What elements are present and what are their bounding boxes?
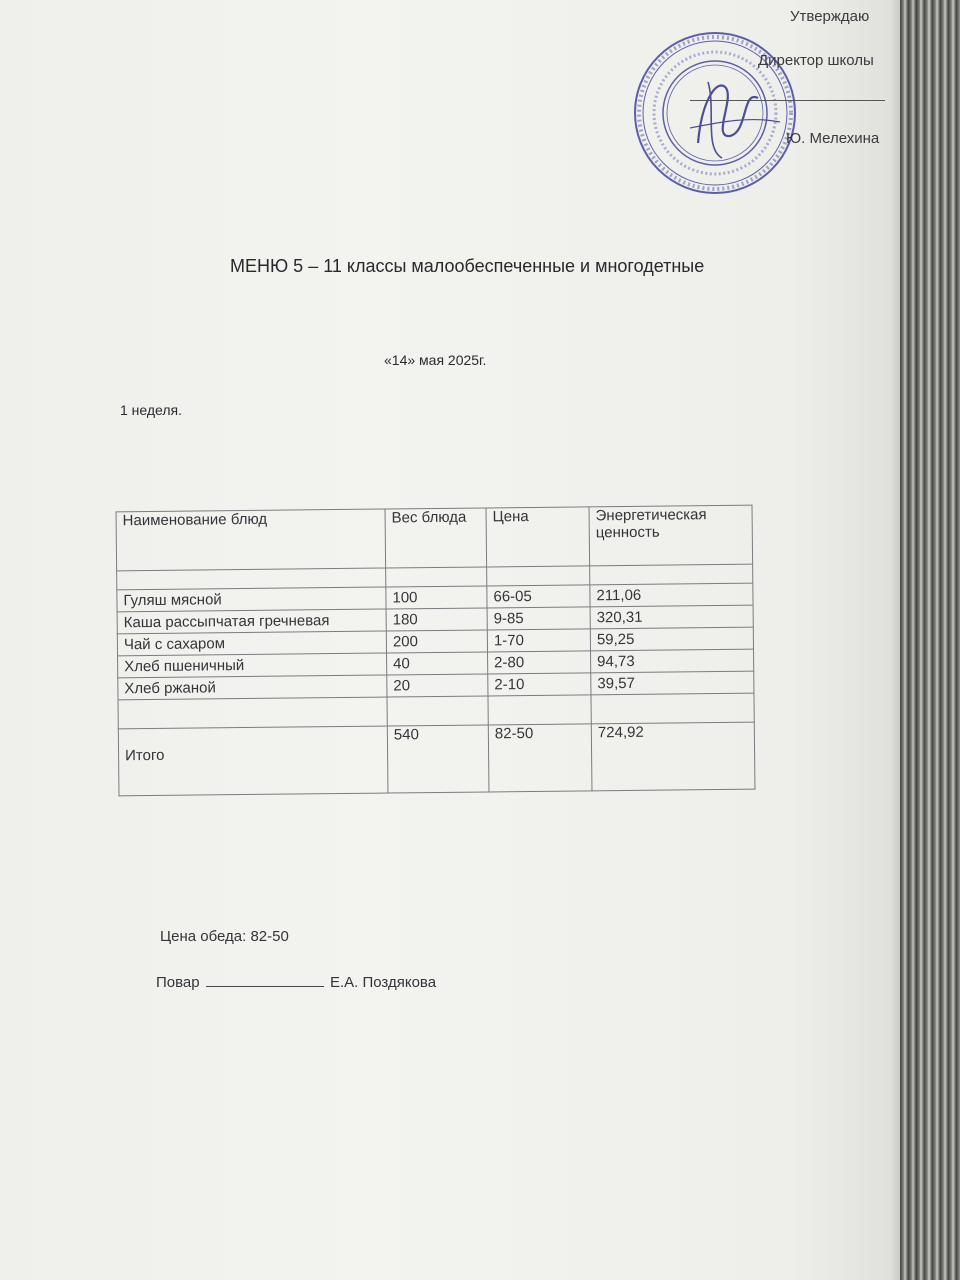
dish-name: Гуляш мясной xyxy=(117,587,386,612)
approve-label: Утверждаю xyxy=(790,8,870,25)
table-total-row xyxy=(118,722,755,796)
dish-name: Чай с сахаром xyxy=(117,631,386,656)
dish-price: 9-85 xyxy=(487,607,590,630)
document-date: «14» мая 2025г. xyxy=(384,352,487,368)
dish-price: 2-80 xyxy=(488,651,591,674)
director-name: Ю. Мелехина xyxy=(786,130,880,147)
dish-energy: 320,31 xyxy=(590,605,753,629)
dish-energy: 211,06 xyxy=(590,583,753,607)
dish-price: 66-05 xyxy=(487,585,590,608)
header-weight: Вес блюда xyxy=(385,508,487,568)
dish-name: Хлеб ржаной xyxy=(118,675,387,700)
table-header-row xyxy=(116,505,753,571)
total-weight: 540 xyxy=(387,725,489,793)
official-stamp xyxy=(630,18,800,208)
total-price: 82-50 xyxy=(488,724,592,792)
dish-price: 1-70 xyxy=(487,629,590,652)
header-dish: Наименование блюд xyxy=(116,509,386,571)
dish-weight: 20 xyxy=(387,674,488,697)
dish-weight: 200 xyxy=(386,630,487,653)
dish-weight: 100 xyxy=(386,586,487,609)
week-label: 1 неделя. xyxy=(120,402,183,418)
director-position: Директор школы xyxy=(758,52,874,69)
dish-weight: 40 xyxy=(387,652,488,675)
document-title: МЕНЮ 5 – 11 классы малообеспеченные и многодетные xyxy=(230,256,705,276)
dish-energy: 39,57 xyxy=(591,671,754,695)
total-energy: 724,92 xyxy=(591,722,755,791)
dish-name: Каша рассыпчатая гречневая xyxy=(117,609,386,634)
menu-table xyxy=(116,505,756,797)
dish-name: Хлеб пшеничный xyxy=(118,653,387,678)
dish-energy: 59,25 xyxy=(590,627,753,651)
dish-price: 2-10 xyxy=(488,673,591,696)
signature-blank xyxy=(206,986,324,987)
dish-energy: 94,73 xyxy=(591,649,754,673)
signature-line xyxy=(690,100,885,101)
dish-weight: 180 xyxy=(386,608,487,631)
stacked-page-edges xyxy=(900,0,960,1280)
header-energy: Энергетическая ценность xyxy=(589,505,753,566)
cook-name: Е.А. Поздякова xyxy=(329,974,437,991)
cook-label: Повар xyxy=(156,974,200,991)
lunch-price: Цена обеда: 82-50 xyxy=(160,928,289,945)
total-label: Итого xyxy=(118,726,388,796)
cook-signature-line xyxy=(156,974,436,991)
header-price: Цена xyxy=(486,507,590,567)
